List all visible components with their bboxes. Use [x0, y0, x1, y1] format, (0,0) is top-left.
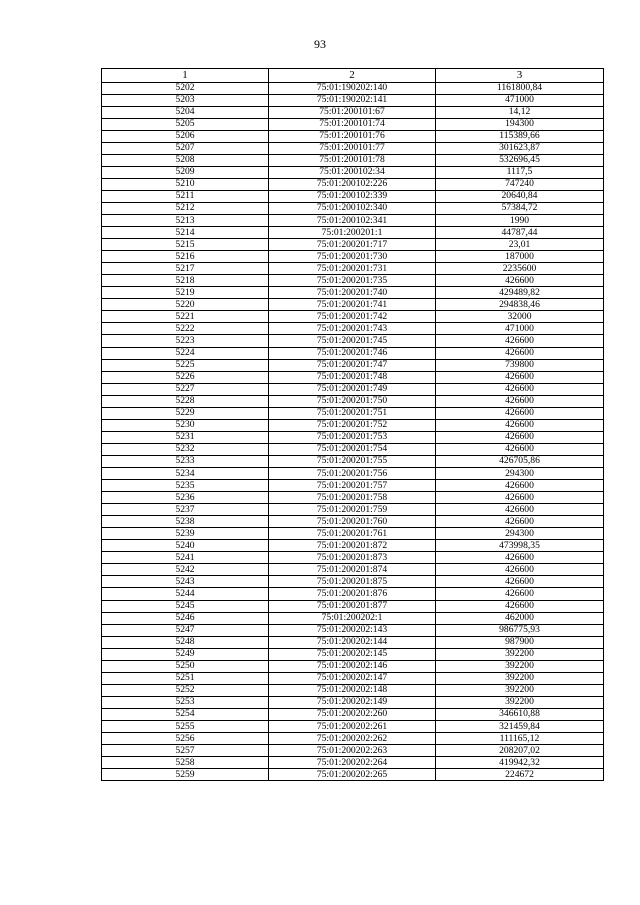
cadastral-number-cell: 75:01:200201:731 [269, 263, 436, 275]
value-cell: 301623,87 [436, 142, 604, 154]
row-number-cell: 5215 [102, 239, 269, 251]
cadastral-number-cell: 75:01:200202:147 [269, 672, 436, 684]
cadastral-number-cell: 75:01:200201:747 [269, 359, 436, 371]
table-row [102, 94, 604, 106]
cadastral-number-cell: 75:01:200202:143 [269, 624, 436, 636]
data-table [101, 68, 604, 781]
row-number-cell: 5235 [102, 480, 269, 492]
row-number-cell: 5250 [102, 660, 269, 672]
table-row [102, 371, 604, 383]
table-row [102, 769, 604, 781]
table-row [102, 215, 604, 227]
cadastral-number-cell: 75:01:200201:761 [269, 528, 436, 540]
table-row [102, 347, 604, 359]
table-row [102, 299, 604, 311]
cadastral-number-cell: 75:01:200101:74 [269, 118, 436, 130]
value-cell: 426600 [436, 492, 604, 504]
table-row [102, 757, 604, 769]
row-number-cell: 5230 [102, 419, 269, 431]
table-row [102, 82, 604, 94]
value-cell: 426600 [436, 516, 604, 528]
cadastral-number-cell: 75:01:200201:730 [269, 251, 436, 263]
cadastral-number-cell: 75:01:200202:261 [269, 720, 436, 732]
cadastral-number-cell: 75:01:200202:1 [269, 612, 436, 624]
table-row [102, 672, 604, 684]
value-cell: 426600 [436, 335, 604, 347]
cadastral-number-cell: 75:01:200202:149 [269, 696, 436, 708]
cadastral-number-cell: 75:01:200101:77 [269, 142, 436, 154]
row-number-cell: 5231 [102, 431, 269, 443]
value-cell: 426600 [436, 395, 604, 407]
value-cell: 321459,84 [436, 720, 604, 732]
row-number-cell: 5257 [102, 745, 269, 757]
table-row [102, 130, 604, 142]
row-number-cell: 5234 [102, 468, 269, 480]
value-cell: 57384,72 [436, 202, 604, 214]
value-cell: 426600 [436, 600, 604, 612]
value-cell: 426600 [436, 407, 604, 419]
table-row [102, 684, 604, 696]
row-number-cell: 5223 [102, 335, 269, 347]
cadastral-number-cell: 75:01:200201:754 [269, 443, 436, 455]
value-cell: 426705,86 [436, 455, 604, 467]
row-number-cell: 5229 [102, 407, 269, 419]
value-cell: 426600 [436, 480, 604, 492]
row-number-cell: 5259 [102, 769, 269, 781]
value-cell: 2235600 [436, 263, 604, 275]
value-cell: 14,12 [436, 106, 604, 118]
cadastral-number-cell: 75:01:200201:877 [269, 600, 436, 612]
row-number-cell: 5212 [102, 202, 269, 214]
table-row [102, 443, 604, 455]
table-row [102, 588, 604, 600]
row-number-cell: 5251 [102, 672, 269, 684]
table-row [102, 576, 604, 588]
row-number-cell: 5208 [102, 154, 269, 166]
cadastral-number-cell: 75:01:200202:148 [269, 684, 436, 696]
row-number-cell: 5219 [102, 287, 269, 299]
value-cell: 346610,88 [436, 708, 604, 720]
table-row [102, 504, 604, 516]
table-row [102, 335, 604, 347]
row-number-cell: 5205 [102, 118, 269, 130]
row-number-cell: 5255 [102, 720, 269, 732]
row-number-cell: 5204 [102, 106, 269, 118]
cadastral-number-cell: 75:01:200201:759 [269, 504, 436, 516]
cadastral-number-cell: 75:01:200201:746 [269, 347, 436, 359]
row-number-cell: 5222 [102, 323, 269, 335]
table-header-row [102, 69, 604, 83]
row-number-cell: 5202 [102, 82, 269, 94]
row-number-cell: 5226 [102, 371, 269, 383]
row-number-cell: 5224 [102, 347, 269, 359]
cadastral-number-cell: 75:01:200202:260 [269, 708, 436, 720]
table-row [102, 564, 604, 576]
column-header-3: 3 [436, 69, 604, 83]
table-row [102, 540, 604, 552]
table-row [102, 383, 604, 395]
value-cell: 426600 [436, 431, 604, 443]
cadastral-number-cell: 75:01:200202:265 [269, 769, 436, 781]
cadastral-number-cell: 75:01:200101:67 [269, 106, 436, 118]
row-number-cell: 5239 [102, 528, 269, 540]
row-number-cell: 5213 [102, 215, 269, 227]
page-number: 93 [314, 37, 326, 51]
value-cell: 224672 [436, 769, 604, 781]
table-row [102, 359, 604, 371]
table-row [102, 202, 604, 214]
row-number-cell: 5221 [102, 311, 269, 323]
value-cell: 739800 [436, 359, 604, 371]
cadastral-number-cell: 75:01:200201:749 [269, 383, 436, 395]
table-row [102, 419, 604, 431]
cadastral-number-cell: 75:01:200201:743 [269, 323, 436, 335]
row-number-cell: 5216 [102, 251, 269, 263]
row-number-cell: 5237 [102, 504, 269, 516]
cadastral-number-cell: 75:01:200202:145 [269, 648, 436, 660]
cadastral-number-cell: 75:01:200201:741 [269, 299, 436, 311]
cadastral-number-cell: 75:01:200201:735 [269, 275, 436, 287]
value-cell: 32000 [436, 311, 604, 323]
row-number-cell: 5210 [102, 178, 269, 190]
row-number-cell: 5242 [102, 564, 269, 576]
cadastral-number-cell: 75:01:190202:141 [269, 94, 436, 106]
row-number-cell: 5228 [102, 395, 269, 407]
value-cell: 426600 [436, 419, 604, 431]
cadastral-number-cell: 75:01:200102:341 [269, 215, 436, 227]
value-cell: 115389,66 [436, 130, 604, 142]
row-number-cell: 5249 [102, 648, 269, 660]
cadastral-number-cell: 75:01:200201:872 [269, 540, 436, 552]
row-number-cell: 5220 [102, 299, 269, 311]
row-number-cell: 5232 [102, 443, 269, 455]
value-cell: 392200 [436, 672, 604, 684]
cadastral-number-cell: 75:01:200202:262 [269, 733, 436, 745]
cadastral-number-cell: 75:01:200201:873 [269, 552, 436, 564]
cadastral-number-cell: 75:01:200201:748 [269, 371, 436, 383]
row-number-cell: 5246 [102, 612, 269, 624]
table-row [102, 431, 604, 443]
value-cell: 1990 [436, 215, 604, 227]
cadastral-number-cell: 75:01:200201:717 [269, 239, 436, 251]
row-number-cell: 5238 [102, 516, 269, 528]
table-row [102, 395, 604, 407]
cadastral-number-cell: 75:01:200201:874 [269, 564, 436, 576]
value-cell: 462000 [436, 612, 604, 624]
value-cell: 187000 [436, 251, 604, 263]
row-number-cell: 5218 [102, 275, 269, 287]
value-cell: 426600 [436, 275, 604, 287]
row-number-cell: 5252 [102, 684, 269, 696]
table-row [102, 251, 604, 263]
cadastral-number-cell: 75:01:200201:745 [269, 335, 436, 347]
cadastral-number-cell: 75:01:200201:753 [269, 431, 436, 443]
value-cell: 44787,44 [436, 227, 604, 239]
value-cell: 294838,46 [436, 299, 604, 311]
cadastral-number-cell: 75:01:200202:144 [269, 636, 436, 648]
value-cell: 23,01 [436, 239, 604, 251]
table-row [102, 648, 604, 660]
cadastral-number-cell: 75:01:200201:875 [269, 576, 436, 588]
row-number-cell: 5206 [102, 130, 269, 142]
value-cell: 473998,35 [436, 540, 604, 552]
row-number-cell: 5225 [102, 359, 269, 371]
value-cell: 426600 [436, 552, 604, 564]
row-number-cell: 5211 [102, 190, 269, 202]
table-row [102, 733, 604, 745]
table-row [102, 552, 604, 564]
table-row [102, 190, 604, 202]
table-row [102, 311, 604, 323]
table-row [102, 600, 604, 612]
value-cell: 294300 [436, 468, 604, 480]
table-row [102, 528, 604, 540]
value-cell: 532696,45 [436, 154, 604, 166]
row-number-cell: 5240 [102, 540, 269, 552]
row-number-cell: 5256 [102, 733, 269, 745]
table-row [102, 516, 604, 528]
table-row [102, 455, 604, 467]
table-row [102, 624, 604, 636]
cadastral-number-cell: 75:01:200201:760 [269, 516, 436, 528]
value-cell: 20640,84 [436, 190, 604, 202]
cadastral-number-cell: 75:01:200201:752 [269, 419, 436, 431]
table-row [102, 745, 604, 757]
cadastral-number-cell: 75:01:200202:263 [269, 745, 436, 757]
cadastral-number-cell: 75:01:200201:758 [269, 492, 436, 504]
value-cell: 426600 [436, 443, 604, 455]
table-row [102, 708, 604, 720]
table-row [102, 468, 604, 480]
row-number-cell: 5254 [102, 708, 269, 720]
value-cell: 471000 [436, 323, 604, 335]
value-cell: 419942,32 [436, 757, 604, 769]
cadastral-number-cell: 75:01:200201:757 [269, 480, 436, 492]
table-row [102, 166, 604, 178]
value-cell: 426600 [436, 576, 604, 588]
value-cell: 194300 [436, 118, 604, 130]
value-cell: 426600 [436, 564, 604, 576]
table-body [102, 82, 604, 781]
value-cell: 392200 [436, 648, 604, 660]
value-cell: 1117,5 [436, 166, 604, 178]
value-cell: 747240 [436, 178, 604, 190]
row-number-cell: 5214 [102, 227, 269, 239]
table-row [102, 612, 604, 624]
value-cell: 429489,82 [436, 287, 604, 299]
cadastral-number-cell: 75:01:200201:755 [269, 455, 436, 467]
row-number-cell: 5227 [102, 383, 269, 395]
row-number-cell: 5253 [102, 696, 269, 708]
cadastral-number-cell: 75:01:200102:226 [269, 178, 436, 190]
row-number-cell: 5233 [102, 455, 269, 467]
table-row [102, 660, 604, 672]
value-cell: 426600 [436, 383, 604, 395]
row-number-cell: 5209 [102, 166, 269, 178]
table-row [102, 287, 604, 299]
table-row [102, 263, 604, 275]
value-cell: 426600 [436, 588, 604, 600]
cadastral-number-cell: 75:01:200102:339 [269, 190, 436, 202]
column-header-2: 2 [269, 69, 436, 83]
table-row [102, 720, 604, 732]
table-row [102, 142, 604, 154]
cadastral-number-cell: 75:01:200201:756 [269, 468, 436, 480]
table-row [102, 323, 604, 335]
row-number-cell: 5243 [102, 576, 269, 588]
cadastral-number-cell: 75:01:200201:740 [269, 287, 436, 299]
value-cell: 392200 [436, 696, 604, 708]
cadastral-number-cell: 75:01:200202:264 [269, 757, 436, 769]
table-row [102, 407, 604, 419]
table-row [102, 636, 604, 648]
row-number-cell: 5247 [102, 624, 269, 636]
value-cell: 987900 [436, 636, 604, 648]
cadastral-number-cell: 75:01:200201:751 [269, 407, 436, 419]
cadastral-number-cell: 75:01:200201:750 [269, 395, 436, 407]
row-number-cell: 5217 [102, 263, 269, 275]
cadastral-number-cell: 75:01:200101:76 [269, 130, 436, 142]
table-row [102, 239, 604, 251]
cadastral-number-cell: 75:01:200201:1 [269, 227, 436, 239]
value-cell: 1161800,84 [436, 82, 604, 94]
table-row [102, 275, 604, 287]
column-header-1: 1 [102, 69, 269, 83]
cadastral-number-cell: 75:01:200101:78 [269, 154, 436, 166]
table-row [102, 118, 604, 130]
row-number-cell: 5248 [102, 636, 269, 648]
value-cell: 426600 [436, 347, 604, 359]
row-number-cell: 5258 [102, 757, 269, 769]
table-row [102, 492, 604, 504]
table-row [102, 696, 604, 708]
value-cell: 426600 [436, 371, 604, 383]
value-cell: 392200 [436, 684, 604, 696]
value-cell: 111165,12 [436, 733, 604, 745]
value-cell: 986775,93 [436, 624, 604, 636]
row-number-cell: 5244 [102, 588, 269, 600]
table-row [102, 106, 604, 118]
row-number-cell: 5207 [102, 142, 269, 154]
value-cell: 294300 [436, 528, 604, 540]
cadastral-number-cell: 75:01:190202:140 [269, 82, 436, 94]
cadastral-number-cell: 75:01:200201:742 [269, 311, 436, 323]
cadastral-number-cell: 75:01:200102:34 [269, 166, 436, 178]
table-row [102, 178, 604, 190]
value-cell: 208207,02 [436, 745, 604, 757]
value-cell: 471000 [436, 94, 604, 106]
row-number-cell: 5241 [102, 552, 269, 564]
value-cell: 426600 [436, 504, 604, 516]
row-number-cell: 5245 [102, 600, 269, 612]
value-cell: 392200 [436, 660, 604, 672]
table-row [102, 154, 604, 166]
row-number-cell: 5203 [102, 94, 269, 106]
cadastral-number-cell: 75:01:200202:146 [269, 660, 436, 672]
table-row [102, 227, 604, 239]
cadastral-number-cell: 75:01:200102:340 [269, 202, 436, 214]
cadastral-number-cell: 75:01:200201:876 [269, 588, 436, 600]
table-row [102, 480, 604, 492]
row-number-cell: 5236 [102, 492, 269, 504]
